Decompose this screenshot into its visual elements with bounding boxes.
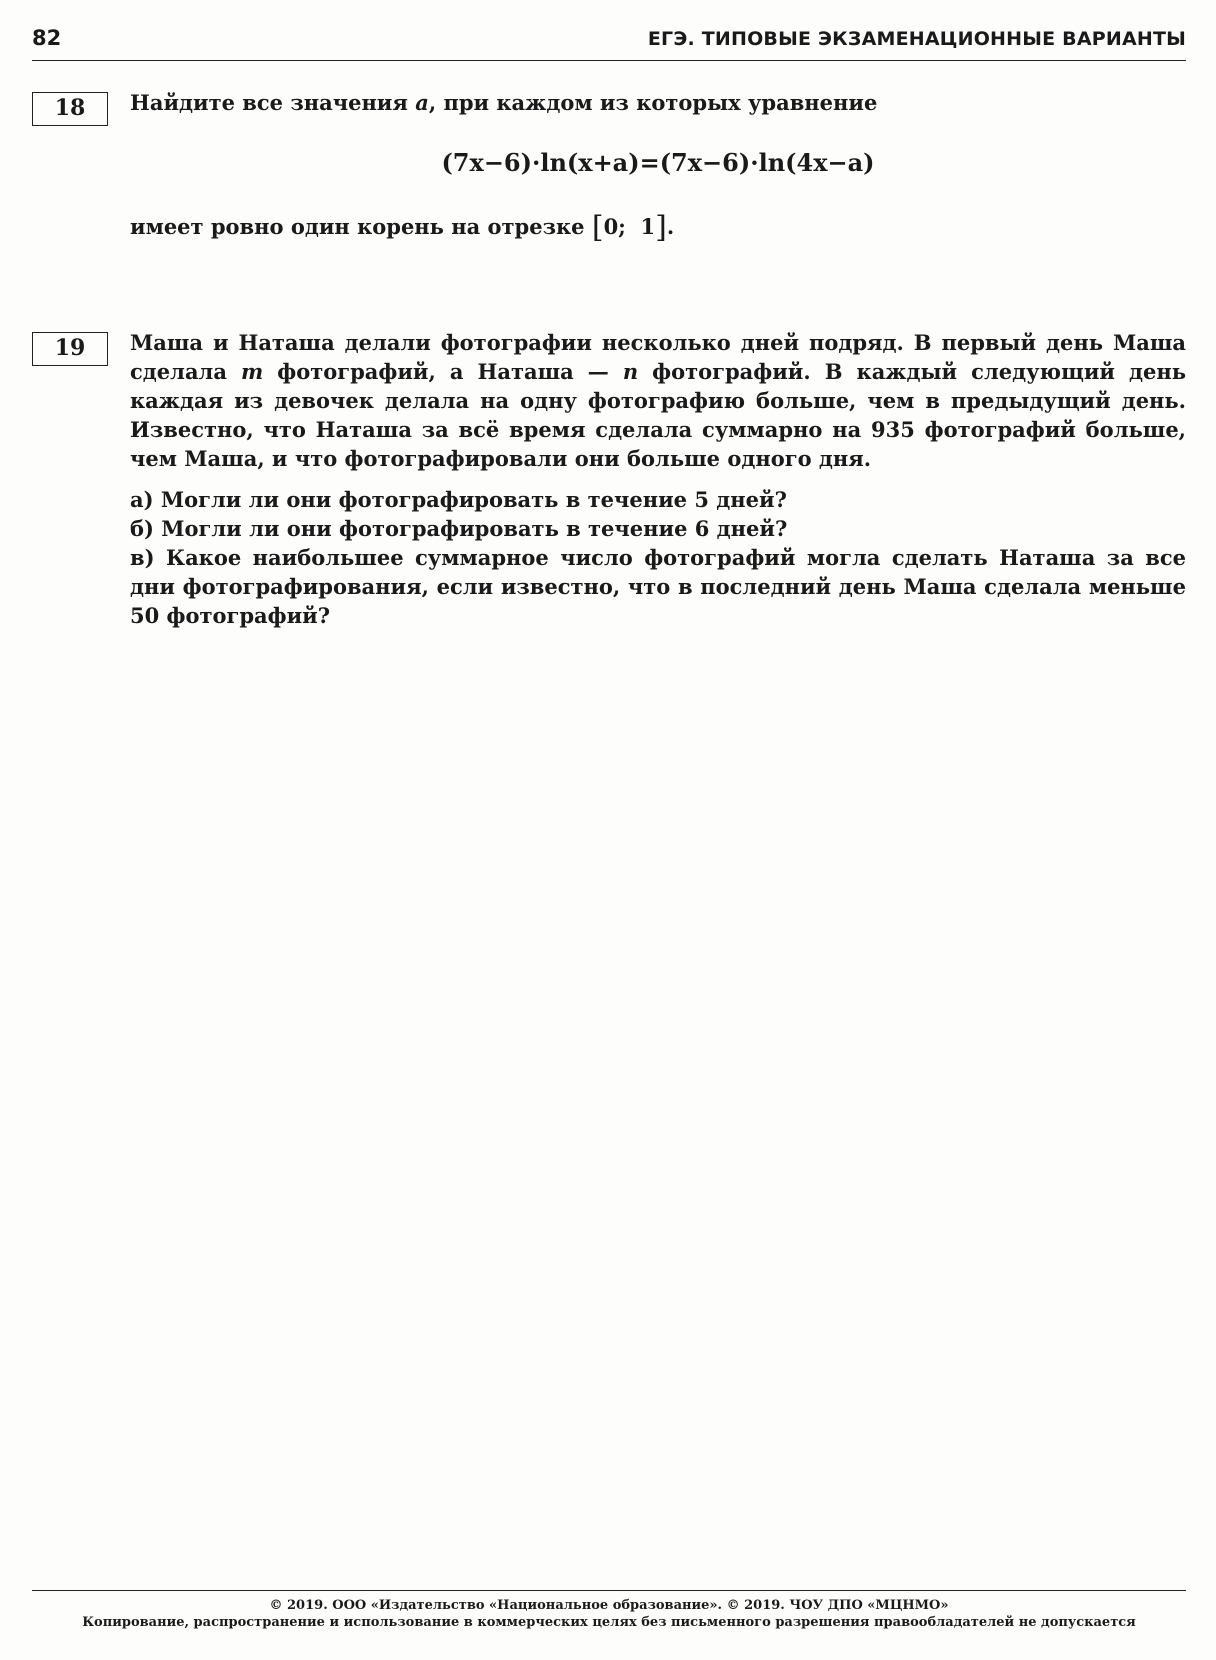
running-title: ЕГЭ. ТИПОВЫЕ ЭКЗАМЕНАЦИОННЫЕ ВАРИАНТЫ: [647, 28, 1186, 50]
task-19-part-c: в) Какое наибольшее суммарное число фотографий могла сделать Наташа за все дни фотографирования, если известно, что в последний день Маша сделала меньше 50 фотографий?: [130, 545, 1186, 628]
task-18-intro: [130, 88, 1186, 117]
page-number: 82: [32, 26, 62, 50]
task-19-part-b: б) Могли ли они фотографировать в течение 6 дней?: [130, 516, 788, 541]
page-header: [32, 22, 1186, 61]
variable-n: n: [622, 359, 639, 384]
variable-a: a: [415, 90, 429, 115]
page-footer: [32, 1590, 1186, 1631]
segment-interval: 0; 1: [603, 214, 656, 239]
footer-notice: Копирование, распространение и использование в коммерческих целях без письменного разрешения правообладателей не допускается: [82, 1615, 1136, 1630]
task-19-body: [130, 328, 1186, 630]
interval-end: .: [666, 214, 675, 239]
task-18-outro: [130, 210, 1186, 245]
variable-m: m: [241, 359, 264, 384]
task-19-part-a: а) Могли ли они фотографировать в течение 5 дней?: [130, 487, 787, 512]
task-18-outro-text: имеет ровно один корень на отрезке: [130, 214, 585, 239]
task-19-statement: [130, 328, 1186, 473]
left-bracket: [: [591, 210, 604, 245]
task-18-intro-before: Найдите все значения: [130, 90, 416, 115]
task-19-text-2: фотографий, а Наташа —: [263, 359, 623, 384]
task-19-text-1: Маша и Наташа делали фотографии несколько дней подряд. В первый день Маша сделала: [130, 330, 1186, 384]
footer-copyright: © 2019. ООО «Издательство «Национальное образование». © 2019. ЧОУ ДПО «МЦНМО»: [269, 1598, 949, 1613]
task-19-text-3: фотографий. В каждый следующий день каждая из девочек делала на одну фотографию больше, чем в предыдущий день. Известно, что Наташа за всё время сделала суммарно на 935 фотографий больше, чем Маша, и что фотографировали они больше одного дня.: [130, 359, 1186, 471]
task-number-18: 18: [32, 92, 108, 126]
task-18-equation: (7x−6)·ln(x+a)=(7x−6)·ln(4x−a): [441, 148, 875, 177]
right-bracket: ]: [655, 210, 667, 245]
task-number-19: 19: [32, 332, 108, 366]
task-18-intro-after: , при каждом из которых уравнение: [428, 90, 878, 115]
